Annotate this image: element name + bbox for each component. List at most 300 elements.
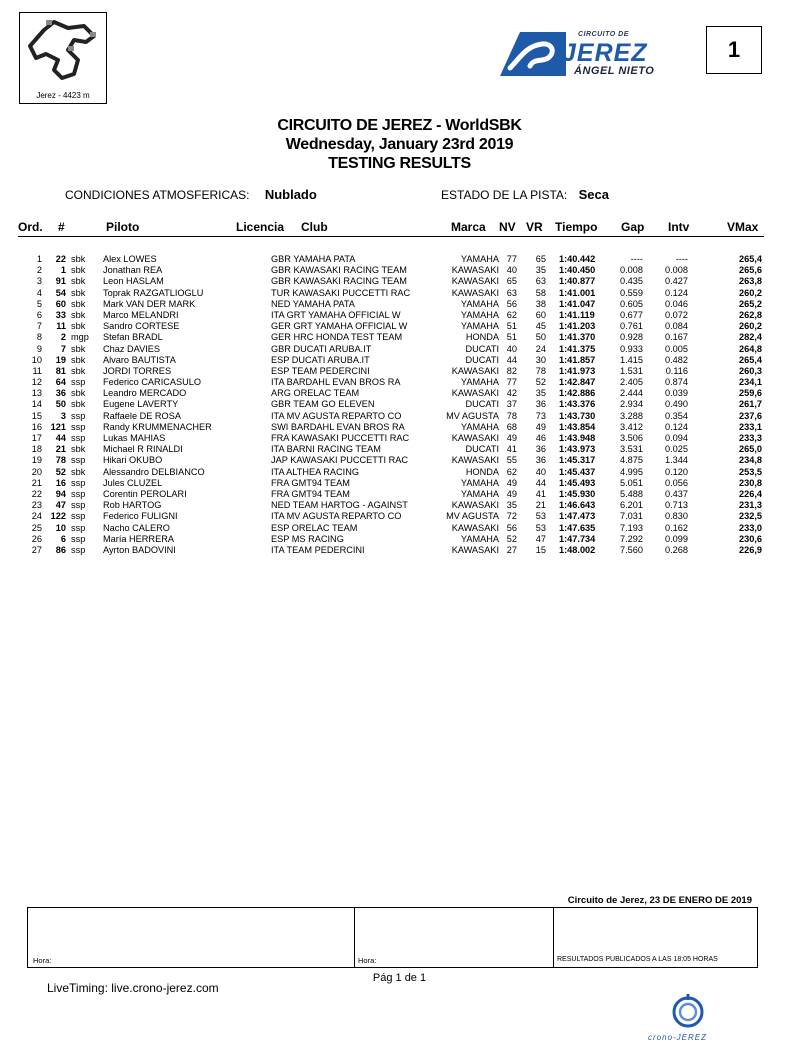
cell-intv: 0.099 (665, 533, 688, 544)
table-row (0, 344, 799, 355)
cell-vmax: 262,8 (739, 309, 762, 320)
cell-club: GER HRC HONDA TEST TEAM (271, 332, 403, 343)
cell-piloto: Michael R RINALDI (103, 444, 183, 455)
cell-club: ITA MV AGUSTA REPARTO CO (271, 511, 402, 522)
cell-vr: 50 (535, 332, 546, 343)
cell-piloto: Alex LOWES (103, 254, 157, 264)
cell-ord: 17 (31, 433, 42, 443)
cell-cls: ssp (71, 500, 86, 511)
cell-piloto: Stefan BRADL (103, 332, 163, 343)
cell-nv: 49 (506, 477, 517, 488)
cell-marca: KAWASAKI (451, 265, 499, 276)
cell-tiempo: 1:45.437 (559, 466, 596, 477)
circuito-jerez-logo (486, 28, 656, 80)
header-vr: VR (526, 220, 543, 234)
cell-intv: ---- (675, 254, 688, 264)
logo-top-text: CIRCUITO DE (578, 31, 629, 38)
cell-vr: 58 (535, 287, 546, 298)
cell-cls: ssp (71, 377, 86, 388)
cell-ord: 6 (36, 309, 42, 320)
cell-vr: 53 (535, 511, 546, 522)
cell-num: 78 (55, 455, 66, 466)
cell-gap: 4.875 (620, 455, 643, 466)
cell-vr: 60 (535, 309, 546, 320)
cell-num: 52 (55, 466, 66, 477)
cell-num: 122 (50, 511, 66, 522)
cell-gap: 2.934 (620, 399, 643, 410)
cell-vr: 52 (535, 377, 546, 388)
cell-cls: sbk (71, 365, 86, 376)
cell-tiempo: 1:41.370 (559, 332, 596, 343)
cell-intv: 0.167 (665, 332, 688, 343)
cell-marca: YAMAHA (460, 254, 499, 264)
cell-vr: 21 (535, 500, 546, 511)
track-caption: Jerez - 4423 m (36, 91, 90, 100)
cell-vmax: 259,6 (739, 388, 762, 399)
cell-vr: 15 (535, 544, 546, 555)
cell-nv: 52 (506, 533, 517, 544)
cell-tiempo: 1:40.877 (559, 276, 596, 287)
cell-club: ITA TEAM PEDERCINI (271, 544, 365, 555)
table-row (0, 433, 799, 444)
cell-marca: KAWASAKI (451, 287, 499, 298)
cell-vmax: 231,3 (739, 500, 762, 511)
cell-tiempo: 1:41.001 (559, 287, 596, 298)
cell-vr: 65 (535, 254, 546, 264)
cell-cls: ssp (71, 477, 86, 488)
cell-vmax: 230,6 (739, 533, 762, 544)
cell-ord: 11 (32, 365, 42, 376)
cell-gap: 0.933 (620, 343, 643, 354)
cell-num: 54 (55, 287, 66, 298)
cell-ord: 7 (36, 321, 42, 332)
cell-piloto: Leandro MERCADO (103, 388, 187, 399)
cell-gap: 0.677 (620, 309, 643, 320)
cell-gap: 7.193 (620, 522, 643, 533)
cell-ord: 22 (31, 488, 42, 499)
cell-intv: 0.830 (665, 511, 688, 522)
cell-cls: sbk (71, 399, 86, 410)
table-row (0, 310, 799, 321)
cell-vmax: 261,7 (739, 399, 762, 410)
cell-gap: 4.995 (620, 466, 643, 477)
cell-ord: 5 (36, 298, 42, 309)
cell-num: 6 (60, 533, 66, 544)
table-row (0, 444, 799, 455)
cell-num: 11 (56, 321, 66, 332)
table-row (0, 511, 799, 522)
cell-marca: HONDA (465, 332, 499, 343)
cell-vr: 38 (535, 298, 546, 309)
cell-intv: 0.084 (665, 321, 688, 332)
cell-vmax: 226,9 (739, 544, 762, 555)
cell-club: FRA GMT94 TEAM (271, 477, 350, 488)
cell-intv: 0.124 (665, 421, 688, 432)
cell-club: ITA GRT YAMAHA OFFICIAL W (271, 309, 401, 320)
cell-cls: sbk (71, 466, 86, 477)
cell-gap: 7.031 (620, 511, 643, 522)
cell-num: 33 (55, 309, 66, 320)
cell-ord: 15 (31, 410, 42, 421)
cell-vmax: 260,3 (739, 365, 762, 376)
cell-club: ITA MV AGUSTA REPARTO CO (271, 410, 402, 421)
cell-nv: 65 (506, 276, 517, 287)
cell-num: 16 (55, 477, 66, 488)
cell-vr: 44 (535, 477, 546, 488)
cell-nv: 56 (506, 522, 517, 533)
cell-tiempo: 1:45.317 (559, 455, 596, 466)
cell-intv: 0.490 (665, 399, 688, 410)
cell-ord: 25 (31, 522, 42, 533)
cell-tiempo: 1:43.973 (559, 444, 596, 455)
cell-nv: 37 (506, 399, 517, 410)
cell-piloto: Rob HARTOG (103, 500, 162, 511)
cell-gap: 2.405 (620, 377, 643, 388)
cell-vmax: 265,4 (739, 254, 762, 264)
cell-marca: YAMAHA (460, 298, 499, 309)
header-tiempo: Tiempo (555, 220, 598, 234)
cell-piloto: Corentin PEROLARI (103, 488, 187, 499)
cell-cls: sbk (71, 343, 86, 354)
cell-num: 3 (60, 410, 66, 421)
cell-piloto: Marco MELANDRI (103, 309, 179, 320)
cell-marca: DUCATI (465, 343, 499, 354)
cell-gap: 3.531 (620, 444, 643, 455)
cell-ord: 14 (31, 399, 42, 410)
cell-tiempo: 1:40.442 (559, 254, 596, 264)
cell-num: 60 (55, 298, 66, 309)
cell-club: SWI BARDAHL EVAN BROS RA (271, 421, 405, 432)
cell-vr: 40 (535, 466, 546, 477)
cell-intv: 0.039 (665, 388, 688, 399)
cell-num: 21 (55, 444, 66, 455)
cell-tiempo: 1:41.047 (559, 298, 596, 309)
cell-piloto: Sandro CORTESE (103, 321, 180, 332)
cell-num: 7 (60, 343, 66, 354)
cell-piloto: Jonathan REA (103, 265, 163, 276)
cell-intv: 0.025 (665, 444, 688, 455)
title-date: Wednesday, January 23rd 2019 (285, 136, 514, 153)
cell-club: GBR DUCATI ARUBA.IT (271, 343, 372, 354)
table-row (0, 288, 799, 299)
hora-label: Hora: (33, 956, 52, 965)
cell-ord: 21 (31, 477, 42, 488)
cell-marca: KAWASAKI (451, 276, 499, 287)
cell-nv: 62 (506, 466, 517, 477)
cell-club: GER GRT YAMAHA OFFICIAL W (271, 321, 408, 332)
cell-gap: 3.506 (620, 433, 643, 443)
cell-ord: 26 (31, 533, 42, 544)
cell-num: 50 (55, 399, 66, 410)
header-licencia: Licencia (236, 220, 285, 234)
weather-conditions (65, 187, 317, 202)
cell-ord: 18 (31, 444, 42, 455)
cell-vr: 36 (535, 399, 546, 410)
cell-gap: 6.201 (620, 500, 643, 511)
cell-marca: KAWASAKI (451, 500, 499, 511)
cell-ord: 19 (31, 455, 42, 466)
cell-gap: 7.560 (620, 544, 643, 555)
cell-tiempo: 1:43.948 (559, 433, 596, 443)
cell-cls: ssp (71, 421, 86, 432)
cell-marca: YAMAHA (460, 533, 499, 544)
cell-intv: 0.046 (665, 298, 688, 309)
cell-num: 81 (55, 365, 66, 376)
cell-gap: 0.559 (620, 287, 643, 298)
track-state-value: Seca (578, 187, 609, 202)
cell-club: GBR KAWASAKI RACING TEAM (271, 265, 407, 276)
cell-intv: 0.713 (665, 500, 688, 511)
cell-nv: 78 (506, 410, 517, 421)
table-row (0, 478, 799, 489)
table-row (0, 299, 799, 310)
cell-ord: 8 (36, 332, 42, 343)
table-row (0, 455, 799, 466)
cell-nv: 68 (506, 421, 517, 432)
cell-piloto: Alessandro DELBIANCO (103, 466, 205, 477)
table-row (0, 276, 799, 287)
cell-club: ESP TEAM PEDERCINI (271, 365, 370, 376)
table-row (0, 254, 799, 265)
cell-cls: ssp (71, 488, 86, 499)
track-map (19, 12, 107, 104)
cell-vmax: 233,3 (739, 433, 762, 443)
cell-club: ITA BARNI RACING TEAM (271, 444, 381, 455)
cell-cls: sbk (71, 265, 86, 276)
cell-nv: 42 (506, 388, 517, 399)
published-time: RESULTADOS PUBLICADOS A LAS 18:05 HORAS (557, 956, 718, 963)
cell-num: 36 (55, 388, 66, 399)
cell-piloto: Chaz DAVIES (103, 343, 161, 354)
cell-vmax: 264,8 (739, 343, 762, 354)
cell-ord: 2 (36, 265, 42, 276)
track-state (441, 187, 609, 202)
cell-cls: sbk (71, 354, 86, 365)
cell-marca: YAMAHA (460, 488, 499, 499)
cell-club: GBR KAWASAKI RACING TEAM (271, 276, 407, 287)
cell-club: NED TEAM HARTOG - AGAINST (271, 500, 408, 511)
cell-cls: sbk (71, 298, 86, 309)
cell-num: 94 (55, 488, 66, 499)
livetiming-link[interactable]: LiveTiming: live.crono-jerez.com (47, 981, 219, 995)
cell-tiempo: 1:43.376 (559, 399, 596, 410)
cell-ord: 13 (31, 388, 42, 399)
header-vmax: VMax (727, 220, 759, 234)
cell-club: ITA BARDAHL EVAN BROS RA (271, 377, 401, 388)
table-row (0, 545, 799, 556)
title-results: TESTING RESULTS (328, 155, 471, 172)
cell-gap: 5.488 (620, 488, 643, 499)
cell-club: JAP KAWASAKI PUCCETTI RAC (271, 455, 408, 466)
cell-piloto: Raffaele DE ROSA (103, 410, 181, 421)
table-row (0, 355, 799, 366)
cell-tiempo: 1:48.002 (559, 544, 596, 555)
cell-num: 2 (60, 332, 66, 343)
cell-intv: 0.124 (665, 287, 688, 298)
cell-club: ITA ALTHEA RACING (271, 466, 359, 477)
cell-tiempo: 1:42.886 (559, 388, 596, 399)
cell-intv: 0.056 (665, 477, 688, 488)
title-circuit: CIRCUITO DE JEREZ - WorldSBK (277, 117, 522, 134)
cell-vmax: 282,4 (739, 332, 762, 343)
cell-piloto: Federico FULIGNI (103, 511, 178, 522)
cell-vr: 73 (535, 410, 546, 421)
cell-gap: 1.415 (620, 354, 643, 365)
cell-num: 10 (55, 522, 66, 533)
cell-tiempo: 1:47.473 (559, 511, 596, 522)
cell-piloto: Leon HASLAM (103, 276, 164, 287)
table-row (0, 523, 799, 534)
cell-vmax: 233,0 (739, 522, 762, 533)
cell-marca: MV AGUSTA (446, 511, 499, 522)
cell-nv: 51 (506, 332, 517, 343)
cell-cls: ssp (71, 455, 86, 466)
cell-vmax: 234,8 (739, 455, 762, 466)
cell-vmax: 265,4 (739, 354, 762, 365)
cell-tiempo: 1:43.730 (559, 410, 596, 421)
cell-marca: KAWASAKI (451, 433, 499, 443)
cell-vmax: 237,6 (739, 410, 762, 421)
table-row (0, 489, 799, 500)
signature-box (27, 907, 758, 968)
signature-divider (553, 908, 554, 967)
cell-nv: 49 (506, 433, 517, 443)
cell-ord: 12 (31, 377, 42, 388)
track-state-label: ESTADO DE LA PISTA: (441, 188, 568, 202)
cell-vr: 47 (535, 533, 546, 544)
cell-intv: 0.162 (665, 522, 688, 533)
cell-vmax: 230,8 (739, 477, 762, 488)
cell-num: 47 (55, 500, 66, 511)
cell-piloto: Hikari OKUBO (103, 455, 163, 466)
cell-vr: 78 (535, 365, 546, 376)
cell-intv: 0.008 (665, 265, 688, 276)
cell-ord: 10 (31, 354, 42, 365)
cell-nv: 27 (506, 544, 517, 555)
table-row (0, 534, 799, 545)
cell-cls: sbk (71, 321, 86, 332)
cell-num: 22 (55, 254, 66, 264)
cell-intv: 0.268 (665, 544, 688, 555)
cell-cls: ssp (71, 511, 86, 522)
logo-emblem-icon (486, 28, 566, 80)
cell-nv: 72 (506, 511, 517, 522)
cell-vmax: 260,2 (739, 321, 762, 332)
header-club: Club (301, 220, 328, 234)
cell-marca: KAWASAKI (451, 388, 499, 399)
cell-marca: YAMAHA (460, 321, 499, 332)
cell-piloto: Randy KRUMMENACHER (103, 421, 212, 432)
cell-vmax: 265,0 (739, 444, 762, 455)
cell-piloto: JORDI TORRES (103, 365, 172, 376)
cell-nv: 56 (506, 298, 517, 309)
cell-nv: 40 (506, 265, 517, 276)
cell-marca: DUCATI (465, 444, 499, 455)
cell-cls: sbk (71, 444, 86, 455)
cell-vr: 49 (535, 421, 546, 432)
cell-num: 19 (55, 354, 66, 365)
cell-piloto: Ayrton BADOVINI (103, 544, 176, 555)
cell-gap: 5.051 (620, 477, 643, 488)
cell-vmax: 263,8 (739, 276, 762, 287)
cell-club: GBR TEAM GO ELEVEN (271, 399, 375, 410)
cell-intv: 0.354 (665, 410, 688, 421)
crono-logo-text: crono-JEREZ (648, 1033, 708, 1042)
cell-nv: 62 (506, 309, 517, 320)
cell-marca: YAMAHA (460, 309, 499, 320)
cell-tiempo: 1:46.643 (559, 500, 596, 511)
conditions-value: Nublado (264, 187, 317, 202)
cell-cls: ssp (71, 522, 86, 533)
cell-gap: 0.008 (620, 265, 643, 276)
cell-vmax: 233,1 (739, 421, 762, 432)
table-row (0, 422, 799, 433)
cell-nv: 77 (506, 377, 517, 388)
cell-vmax: 265,6 (739, 265, 762, 276)
table-row (0, 321, 799, 332)
table-row (0, 388, 799, 399)
cell-nv: 55 (506, 455, 517, 466)
cell-club: FRA KAWASAKI PUCCETTI RAC (271, 433, 410, 443)
cell-nv: 82 (506, 365, 517, 376)
cell-tiempo: 1:43.854 (559, 421, 596, 432)
header-nv: NV (499, 220, 516, 234)
cell-tiempo: 1:41.857 (559, 354, 596, 365)
cell-nv: 49 (506, 488, 517, 499)
cell-marca: KAWASAKI (451, 455, 499, 466)
cell-cls: sbk (71, 254, 86, 264)
cell-marca: DUCATI (465, 399, 499, 410)
header-marca: Marca (451, 220, 486, 234)
cell-marca: KAWASAKI (451, 522, 499, 533)
cell-vr: 35 (535, 265, 546, 276)
cell-piloto: Nacho CALERO (103, 522, 170, 533)
cell-gap: 7.292 (620, 533, 643, 544)
header-gap: Gap (621, 220, 645, 234)
cell-ord: 1 (36, 254, 42, 264)
table-row (0, 411, 799, 422)
cell-intv: 0.427 (665, 276, 688, 287)
table-row (0, 399, 799, 410)
cell-intv: 0.874 (665, 377, 688, 388)
cell-ord: 16 (31, 421, 42, 432)
cell-intv: 0.482 (665, 354, 688, 365)
cell-ord: 24 (31, 511, 42, 522)
cell-tiempo: 1:41.119 (559, 309, 595, 320)
cell-ord: 9 (36, 343, 42, 354)
logo-sub-text: ÁNGEL NIETO (574, 65, 655, 77)
cell-gap: 3.412 (620, 421, 643, 432)
header-intv: Intv (668, 220, 690, 234)
cell-vmax: 232,5 (739, 511, 762, 522)
cell-piloto: Toprak RAZGATLIOGLU (103, 287, 204, 298)
cell-ord: 27 (31, 544, 42, 555)
results-table-header (18, 220, 764, 237)
table-row (0, 377, 799, 388)
cell-nv: 44 (506, 354, 517, 365)
cell-nv: 63 (506, 287, 517, 298)
logo-main-text: JEREZ (562, 39, 648, 67)
cell-gap: 0.928 (620, 332, 643, 343)
cell-cls: sbk (71, 388, 86, 399)
cell-cls: ssp (71, 544, 86, 555)
cell-piloto: Jules CLUZEL (103, 477, 163, 488)
page-number-box: 1 (706, 26, 762, 74)
conditions-label: CONDICIONES ATMOSFERICAS: (65, 188, 250, 202)
cell-vr: 41 (535, 488, 546, 499)
header-piloto: Piloto (106, 220, 140, 234)
hora-label: Hora: (358, 956, 377, 965)
